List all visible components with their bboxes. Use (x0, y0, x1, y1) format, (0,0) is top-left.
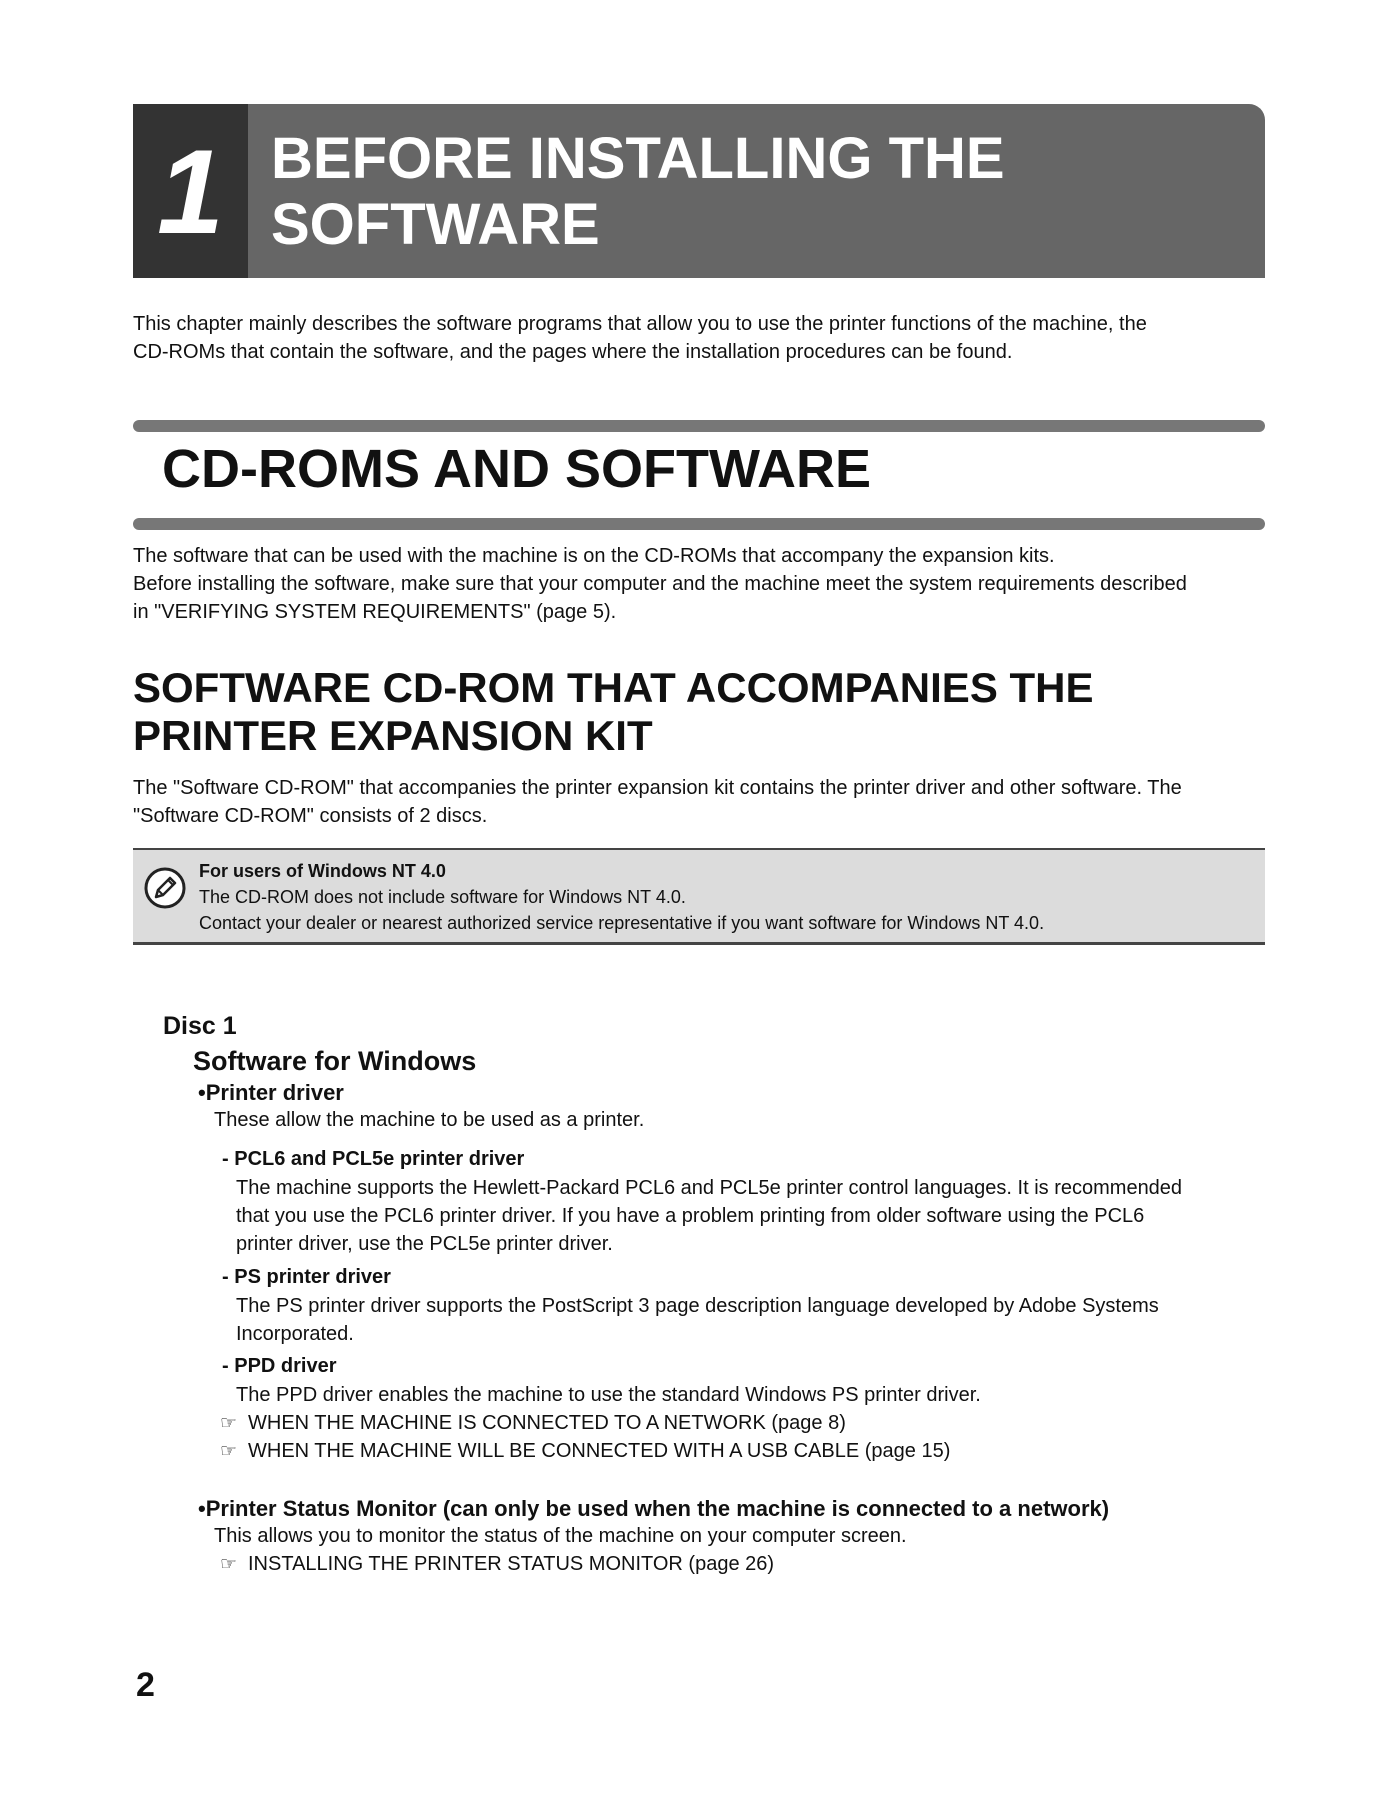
subsection-intro (133, 774, 1268, 830)
dash-marker: - (222, 1148, 229, 1170)
dash-marker: - (222, 1355, 229, 1377)
pcl-line: that you use the PCL6 printer driver. If you have a problem printing from older software using the PCL6 (236, 1205, 1145, 1227)
ps-line: Incorporated. (236, 1323, 354, 1345)
section-title: CD-ROMS AND SOFTWARE (162, 439, 871, 499)
reference-link-usb[interactable] (220, 1437, 950, 1466)
ps-driver-heading (222, 1266, 391, 1289)
note-text (199, 858, 1044, 936)
chapter-title (271, 126, 1231, 258)
chapter-number-box (133, 104, 248, 278)
intro-line: This chapter mainly describes the software programs that allow you to use the printer functions of the machine, the (133, 313, 1147, 335)
printer-driver-heading (198, 1080, 344, 1106)
subsection-line: The "Software CD-ROM" that accompanies the printer expansion kit contains the printer driver and other software. The (133, 777, 1182, 799)
note-box (133, 848, 1265, 945)
pcl-line: The machine supports the Hewlett-Packard PCL6 and PCL5e printer control languages. It is recommended (236, 1177, 1183, 1199)
pointing-hand-icon: ☞ (220, 1441, 238, 1462)
ppd-driver-desc: The PPD driver enables the machine to use the standard Windows PS printer driver. (236, 1384, 981, 1406)
pointing-hand-icon: ☞ (220, 1554, 238, 1575)
reference-link-network[interactable] (220, 1409, 846, 1438)
note-line: The CD-ROM does not include software for Windows NT 4.0. (199, 887, 686, 907)
pcl-driver-heading-text: PCL6 and PCL5e printer driver (234, 1148, 525, 1170)
dash-marker: - (222, 1266, 229, 1288)
reference-link-status-monitor[interactable] (220, 1550, 774, 1579)
section-intro (133, 542, 1268, 626)
status-monitor-heading (198, 1496, 1109, 1522)
printer-driver-heading-text: Printer driver (205, 1080, 344, 1105)
section-line: Before installing the software, make sure that your computer and the machine meet the system requirements described (133, 573, 1187, 595)
status-monitor-heading-text: Printer Status Monitor (can only be used when the machine is connected to a network) (205, 1496, 1110, 1521)
chapter-number: 1 (157, 125, 224, 259)
section-line: The software that can be used with the machine is on the CD-ROMs that accompany the expansion kits. (133, 545, 1055, 567)
subsection-title-line: PRINTER EXPANSION KIT (133, 712, 653, 759)
subsection-title-line: SOFTWARE CD-ROM THAT ACCOMPANIES THE (133, 664, 1094, 711)
pcl-driver-desc (236, 1174, 1276, 1258)
bullet-icon: • (198, 1496, 206, 1521)
section-bottom-bar (133, 518, 1265, 530)
status-monitor-desc: This allows you to monitor the status of the machine on your computer screen. (214, 1525, 907, 1547)
bullet-icon: • (198, 1080, 206, 1105)
page-number: 2 (136, 1666, 155, 1704)
ps-line: The PS printer driver supports the PostScript 3 page description language developed by Adobe Systems (236, 1295, 1159, 1317)
disc-title: Disc 1 (163, 1012, 237, 1040)
reference-text: WHEN THE MACHINE WILL BE CONNECTED WITH A USB CABLE (page 15) (248, 1440, 951, 1462)
ps-driver-heading-text: PS printer driver (234, 1266, 391, 1288)
pcl-driver-heading (222, 1148, 524, 1171)
software-for-windows-title: Software for Windows (193, 1046, 477, 1076)
reference-text: WHEN THE MACHINE IS CONNECTED TO A NETWORK (page 8) (248, 1412, 846, 1434)
pointing-hand-icon: ☞ (220, 1413, 238, 1434)
subsection-title (133, 664, 1268, 760)
printer-driver-desc: These allow the machine to be used as a printer. (214, 1109, 645, 1131)
chapter-title-line: BEFORE INSTALLING THE (271, 126, 1005, 191)
note-line: Contact your dealer or nearest authorized service representative if you want software for Windows NT 4.0. (199, 913, 1045, 933)
chapter-title-line: SOFTWARE (271, 192, 600, 257)
ppd-driver-heading (222, 1355, 337, 1378)
chapter-header (133, 104, 1265, 278)
section-top-bar (133, 420, 1265, 432)
reference-text: INSTALLING THE PRINTER STATUS MONITOR (page 26) (248, 1553, 775, 1575)
intro-line: CD-ROMs that contain the software, and the pages where the installation procedures can be found. (133, 341, 1013, 363)
ppd-driver-heading-text: PPD driver (234, 1355, 337, 1377)
chapter-intro (133, 310, 1268, 366)
note-heading: For users of Windows NT 4.0 (199, 861, 446, 881)
section-line: in "VERIFYING SYSTEM REQUIREMENTS" (page 5). (133, 601, 617, 623)
ps-driver-desc (236, 1292, 1276, 1348)
pcl-line: printer driver, use the PCL5e printer driver. (236, 1233, 613, 1255)
pencil-icon (143, 866, 187, 910)
subsection-line: "Software CD-ROM" consists of 2 discs. (133, 805, 488, 827)
